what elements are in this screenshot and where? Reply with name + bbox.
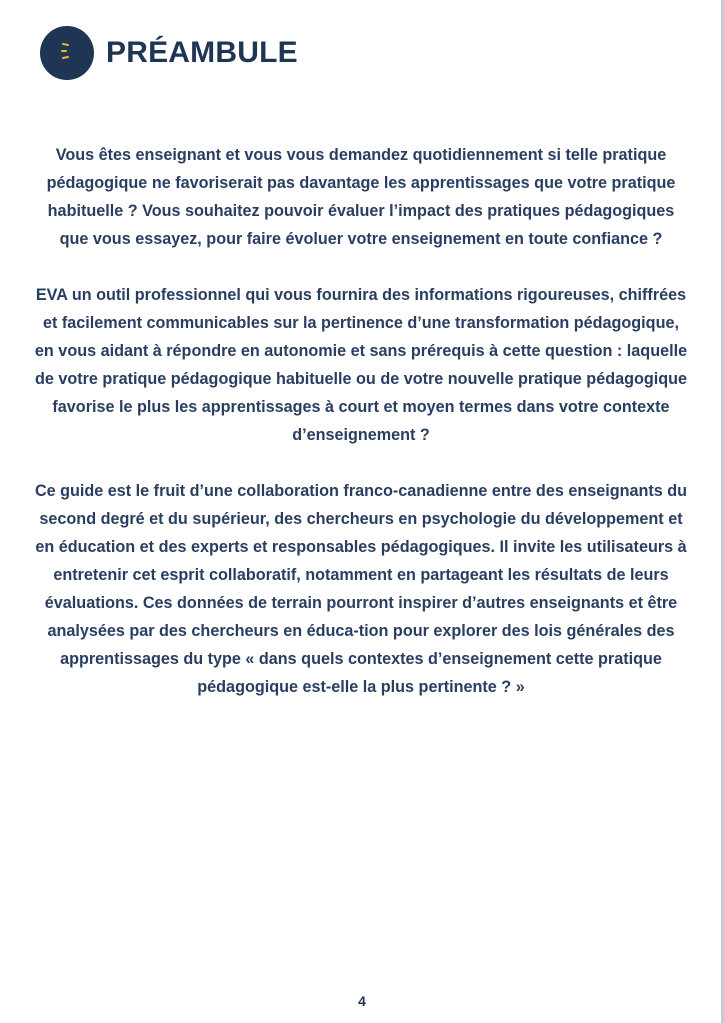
page-title: PRÉAMBULE	[106, 36, 298, 69]
page-number: 4	[358, 993, 366, 1009]
paragraph-intro: Vous êtes enseignant et vous vous demandez quotidiennement si telle pratique pédagogique ne favoriserait pas davantage les apprentissages que votre pratique habituelle ? Vous souhaitez pouvoir évaluer l’impact des pratiques pédagogiques que vous essayez, pour faire évoluer votre enseignement en toute confiance ?	[46, 146, 676, 248]
section-badge	[40, 26, 94, 80]
paragraph-collaboration: Ce guide est le fruit d’une collaboration franco-canadienne entre des enseignants du second degré et du supérieur, des chercheurs en psychologie du développement et en éducation et des experts et responsables pédagogiques. Il invite les utilisateurs à entretenir cet esprit collaboratif, notamment en partageant les résultats de leurs évaluations. Ces données de terrain pourront inspirer d’autres enseignants et être analysées par des chercheurs en éduca-tion pour explorer des lois générales des apprentissages du type « dans quels contextes d’enseignement cette pratique pédagogique est-elle la plus pertinente ? »	[34, 482, 688, 696]
quote-accent-icon	[56, 39, 78, 67]
section-header	[40, 26, 298, 80]
preamble-body	[34, 141, 688, 701]
paragraph-eva: EVA un outil professionnel qui vous fournira des informations rigoureuses, chiffrées et facilement communicables sur la pertinence d’une transformation pédagogique, en vous aidant à répondre en autonomie et sans prérequis à cette question : laquelle de votre pratique pédagogique habituelle ou de votre nouvelle pratique pédagogique favorise le plus les apprentissages à court et moyen termes dans votre contexte d’enseignement ?	[34, 286, 688, 444]
